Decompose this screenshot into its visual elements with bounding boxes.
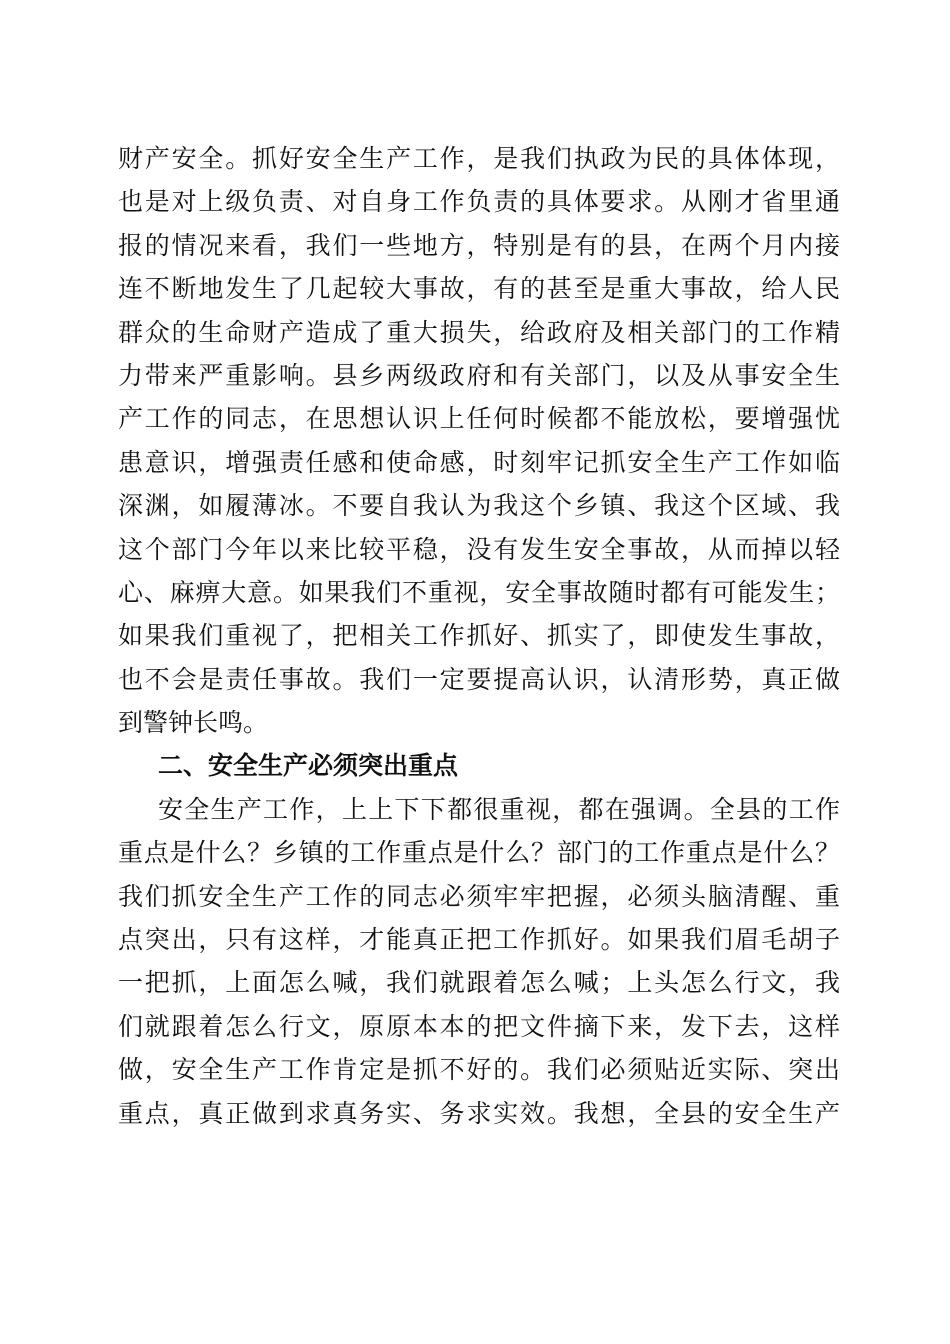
paragraph-1-line: 也不会是责任事故。我们一定要提高认识，认清形势，真正做 [118, 664, 840, 694]
document-body [118, 137, 840, 1135]
paragraph-1-line: 产工作的同志，在思想认识上任何时候都不能放松，要增强忧 [118, 404, 840, 434]
paragraph-1-line: 也是对上级负责、对自身工作负责的具体要求。从刚才省里通 [118, 187, 840, 217]
paragraph-1-line: 深渊，如履薄冰。不要自我认为我这个乡镇、我这个区域、我 [118, 491, 840, 521]
paragraph-1-line: 报的情况来看，我们一些地方，特别是有的县，在两个月内接 [118, 230, 840, 260]
paragraph-1-line: 患意识，增强责任感和使命感，时刻牢记抓安全生产工作如临 [118, 447, 840, 477]
paragraph-2-line: 我们抓安全生产工作的同志必须牢牢把握，必须头脑清醒、重 [118, 881, 840, 911]
paragraph-1-line: 群众的生命财产造成了重大损失，给政府及相关部门的工作精 [118, 317, 840, 347]
paragraph-2-line: 们就跟着怎么行文，原原本本的把文件摘下来，发下去，这样 [118, 1011, 840, 1041]
paragraph-1-line: 到警钟长鸣。 [118, 708, 269, 738]
paragraph-1-line: 力带来严重影响。县乡两级政府和有关部门，以及从事安全生 [118, 360, 840, 390]
paragraph-1-line: 这个部门今年以来比较平稳，没有发生安全事故，从而掉以轻 [118, 534, 840, 564]
paragraph-2-line: 重点，真正做到求真务实、务求实效。我想，全县的安全生产 [118, 1098, 840, 1128]
paragraph-1-line: 财产安全。抓好安全生产工作，是我们执政为民的具体体现， [118, 144, 840, 173]
paragraph-1-line: 心、麻痹大意。如果我们不重视，安全事故随时都有可能发生； [118, 577, 840, 607]
paragraph-1-line: 如果我们重视了，把相关工作抓好、抓实了，即使发生事故， [118, 621, 840, 651]
paragraph-2-line: 一把抓，上面怎么喊，我们就跟着怎么喊；上头怎么行文，我 [118, 968, 840, 998]
paragraph-1-line: 连不断地发生了几起较大事故，有的甚至是重大事故，给人民 [118, 274, 840, 304]
paragraph-2-line: 重点是什么？乡镇的工作重点是什么？部门的工作重点是什么？ [118, 838, 840, 868]
paragraph-2-line: 安全生产工作，上上下下都很重视，都在强调。全县的工作 [158, 794, 840, 824]
section-heading: 二、安全生产必须突出重点 [158, 751, 459, 781]
paragraph-2-line: 点突出，只有这样，才能真正把工作抓好。如果我们眉毛胡子 [118, 925, 840, 955]
paragraph-2-line: 做，安全生产工作肯定是抓不好的。我们必须贴近实际、突出 [118, 1055, 840, 1085]
